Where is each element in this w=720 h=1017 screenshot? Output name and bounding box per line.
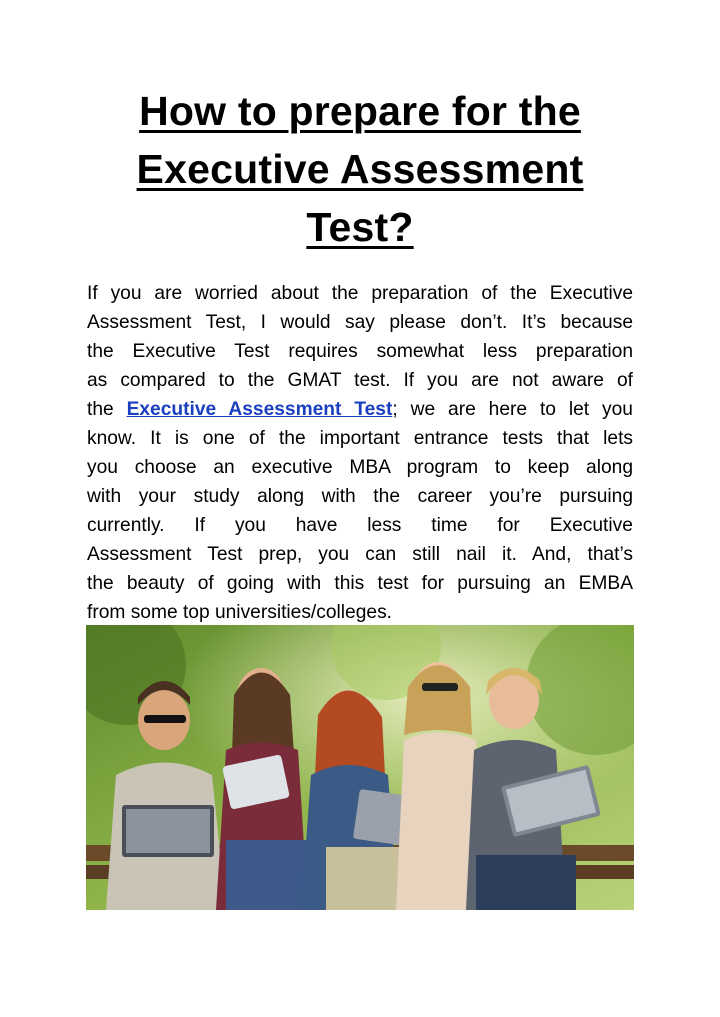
paragraph-line-4: as compared to the GMAT test. If you are not aware of [87,370,633,391]
paragraph-line-11: the beauty of going with this test for pursuing an EMBA [87,573,633,594]
title-line-3: Test? [306,204,414,250]
paragraph-line-2: Assessment Test, I would say please don’t. It’s because [87,312,633,333]
paragraph-line-3: the Executive Test requires somewhat less preparation [87,341,633,362]
word: less [367,515,402,536]
executive-assessment-test-link[interactable]: Executive Assessment Test [126,399,393,420]
word: time [431,515,468,536]
word: currently. [87,515,165,536]
paragraph-line-8: with your study along with the career you’re pursuing [87,486,633,507]
paragraph-line-10: Assessment Test prep, you can still nail it. And, that’s [87,544,633,565]
link-prefix: the [87,399,127,420]
word: If [194,515,206,536]
paragraph-line-6: know. It is one of the important entrance tests that lets [87,428,633,449]
paragraph-line-9 [87,511,633,540]
word: you [234,515,266,536]
title-line-2: Executive Assessment [136,146,584,192]
page-title [86,82,634,256]
paragraph-line-7: you choose an executive MBA program to keep along [87,457,633,478]
word: for [497,515,520,536]
link-suffix: ; we are here to let you [392,399,633,420]
word: Executive [549,515,633,536]
title-line-1: How to prepare for the [139,88,581,134]
intro-paragraph [87,279,633,627]
paragraph-line-12: from some top universities/colleges. [87,602,392,623]
word: have [295,515,338,536]
students-with-laptops-photo [86,625,634,910]
paragraph-line-1: If you are worried about the preparation of the Executive [87,283,633,304]
paragraph-line-5 [87,395,633,424]
